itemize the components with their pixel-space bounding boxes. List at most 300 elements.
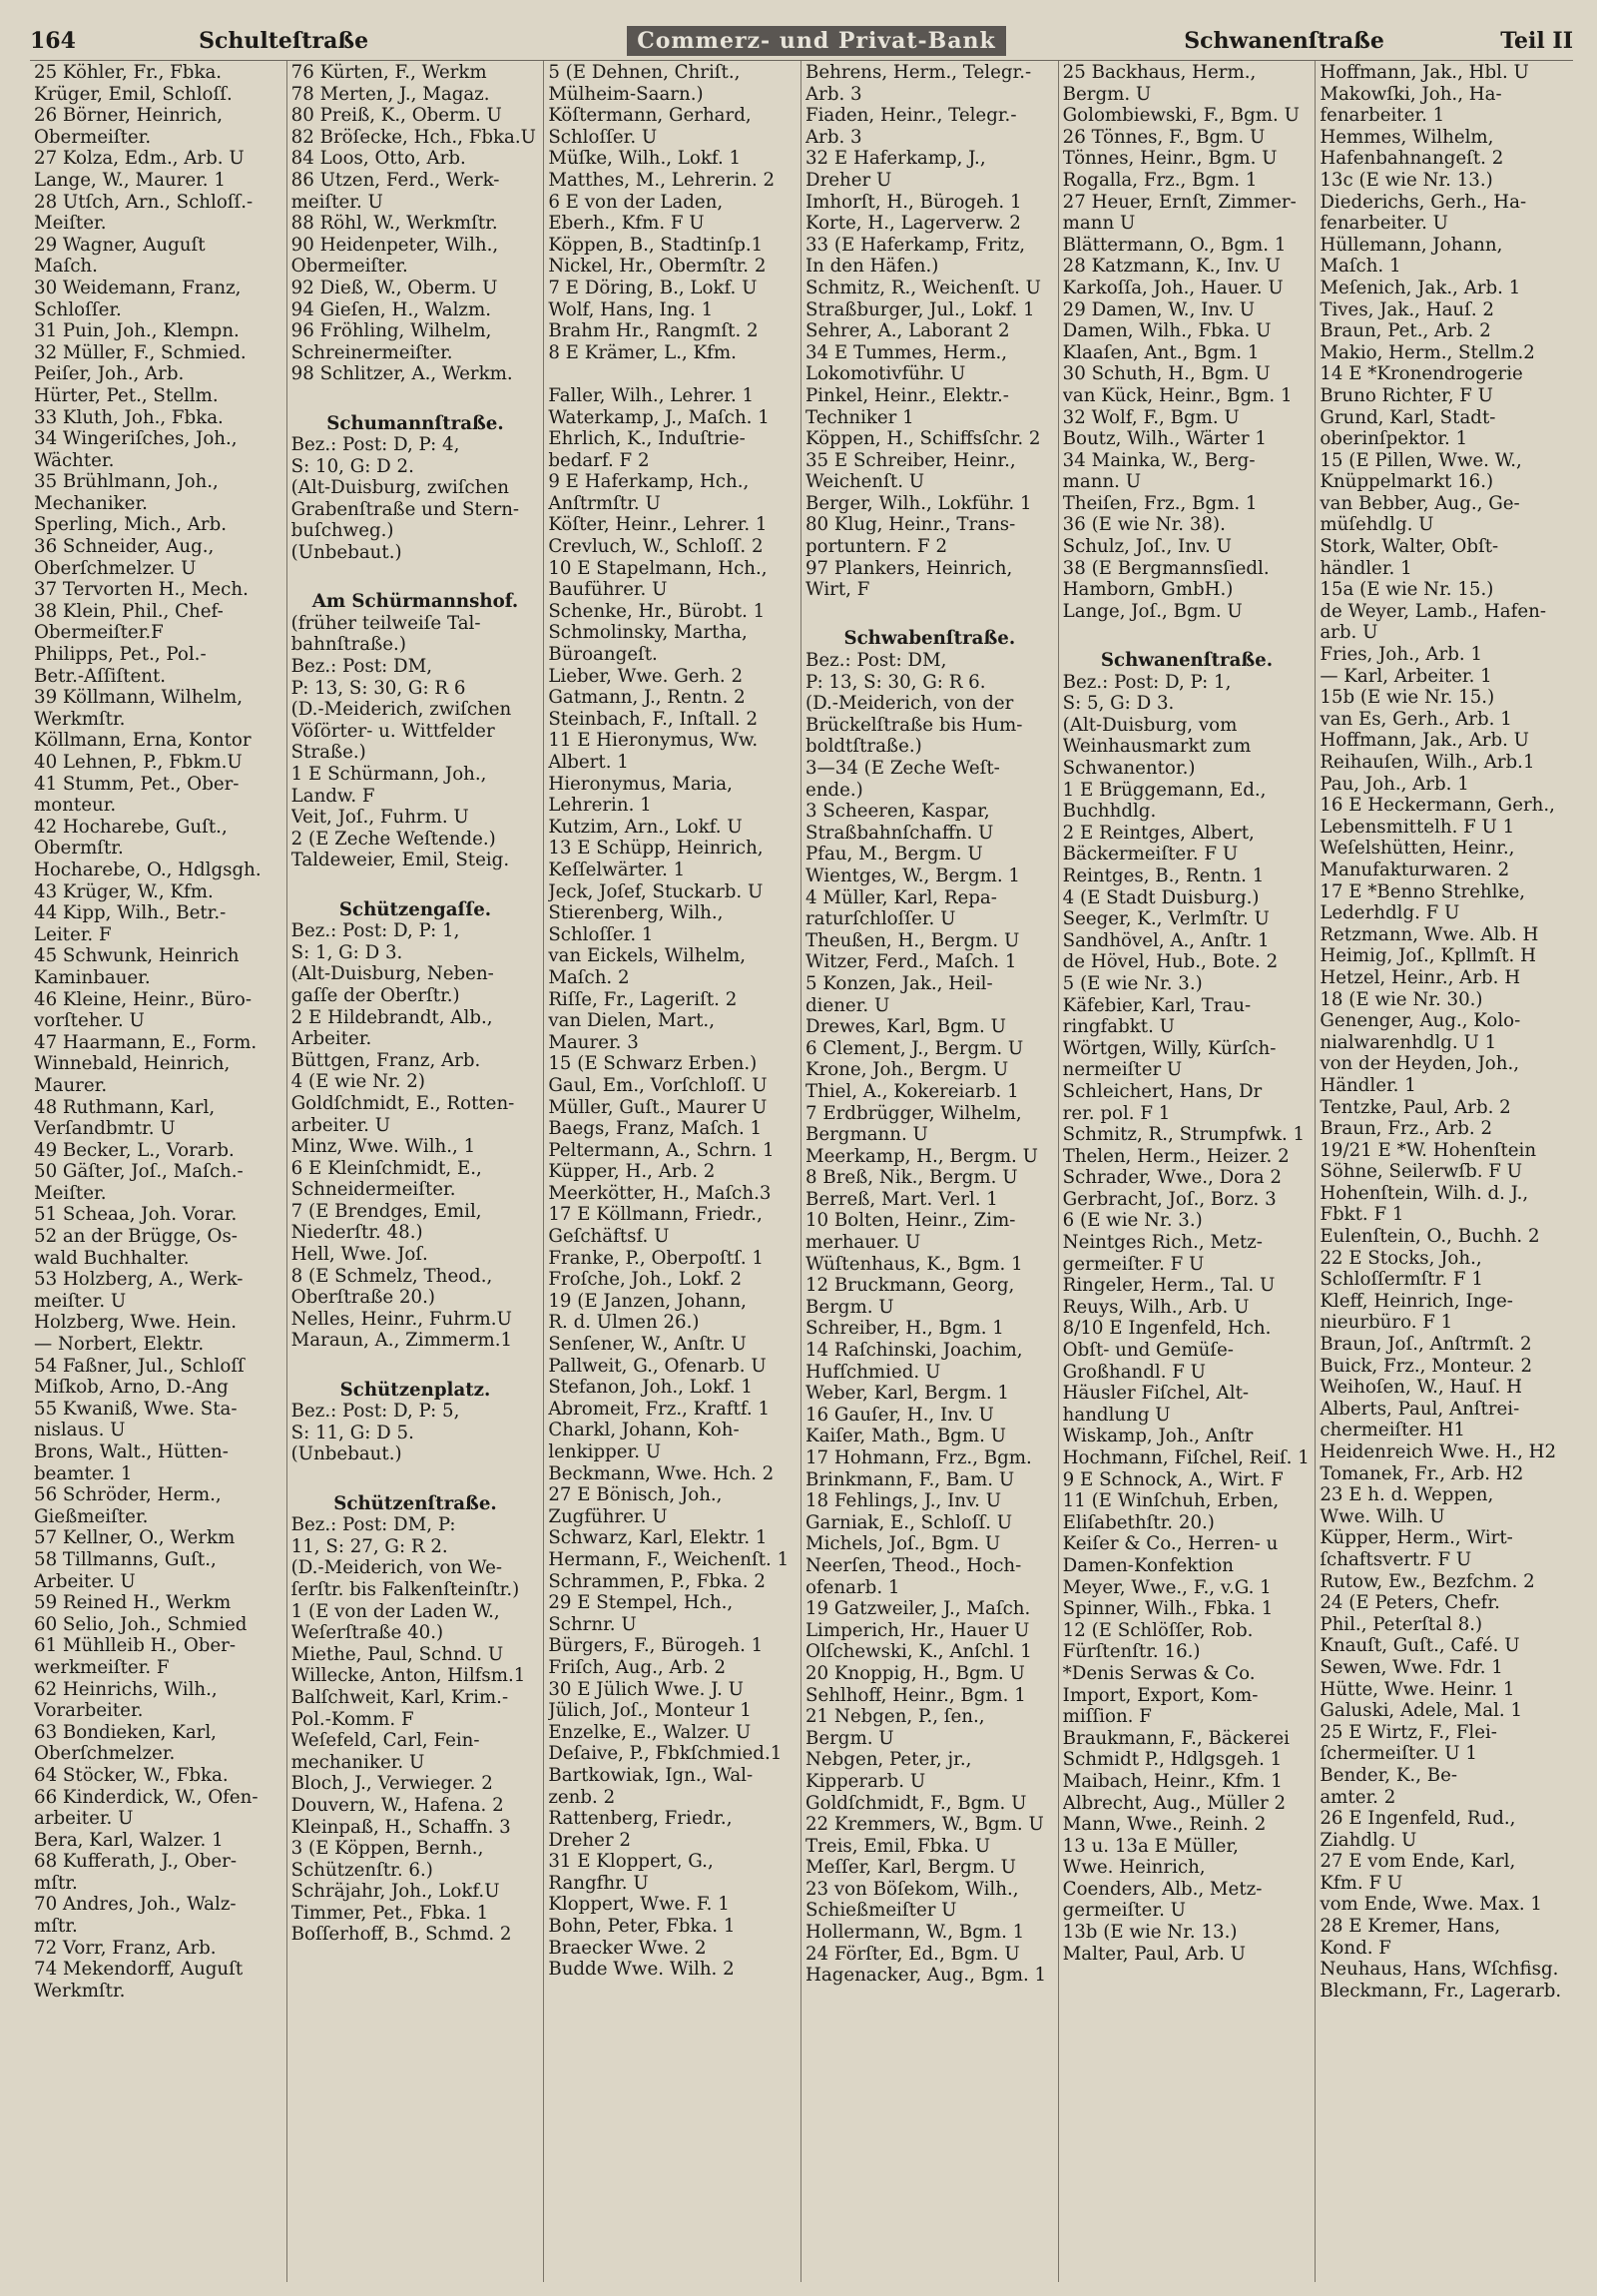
directory-entry-line: 15 (E Pillen, Wwe. W., — [1320, 449, 1522, 471]
directory-entry-line: Schräjahr, Joh., Lokf.U — [290, 1881, 500, 1903]
directory-entry-line: Witzer, Ferd., Maſch. 1 — [804, 951, 1017, 973]
directory-entry-line: merhauer. U — [804, 1232, 921, 1254]
directory-entry-line: Wolf, Hans, Ing. 1 — [548, 298, 714, 320]
directory-entry-line: 70 Andres, Joh., Walz- — [34, 1894, 237, 1916]
directory-entry-line: Stork, Walter, Obſt- — [1320, 536, 1499, 558]
directory-entry-line: Thelen, Herm., Heizer. 2 — [1062, 1145, 1290, 1167]
directory-entry-line: Maurer. 3 — [548, 1031, 639, 1053]
directory-entry-line — [1063, 622, 1312, 644]
directory-entry-line: Schneidermeiſter. — [290, 1179, 456, 1201]
directory-entry-line: 2 E Reintges, Albert, — [1062, 822, 1255, 844]
directory-entry-line: arb. U — [1320, 622, 1378, 644]
directory-entry-line: Hamborn, GmbH.) — [1062, 579, 1234, 601]
directory-entry-line: mann U — [1062, 213, 1136, 235]
bank-banner: Commerz- und Privat-Bank — [627, 26, 1006, 56]
directory-entry-line: 10 Bolten, Heinr., Zim- — [804, 1210, 1016, 1232]
directory-entry-line: diener. U — [804, 994, 890, 1016]
directory-entry-line: Brons, Walt., Hütten- — [34, 1441, 229, 1462]
directory-entry-line: Waterkamp, J., Maſch. 1 — [548, 406, 770, 428]
directory-entry-line: Hermann, F., Weichenſt. 1 — [548, 1548, 790, 1570]
directory-entry-line: 7 E Döring, B., Lokf. U — [548, 277, 758, 298]
directory-entry-line: Braukmann, F., Bäckerei — [1062, 1727, 1290, 1749]
directory-entry-line: 7 (E Brendges, Emil, — [290, 1200, 482, 1222]
directory-entry-line: 17 E *Benno Strehlke, — [1320, 880, 1526, 902]
directory-entry-line: 19/21 E *W. Hohenſtein — [1320, 1139, 1537, 1161]
directory-entry-line: S: 11, G: D 5. — [290, 1422, 414, 1443]
directory-entry-line: Berger, Wilh., Lokführ. 1 — [804, 492, 1032, 514]
directory-entry-line: (Alt-Duisburg, Neben- — [290, 963, 494, 985]
directory-entry-line: 53 Holzberg, A., Werk- — [34, 1269, 244, 1291]
directory-entry-line: Wüſtenhaus, K., Bgm. 1 — [804, 1253, 1023, 1275]
directory-entry-line: Baegs, Franz, Maſch. 1 — [548, 1118, 763, 1140]
directory-entry-line: 15 (E Schwarz Erben.) — [548, 1053, 758, 1075]
directory-entry-line: Obermſtr. — [34, 838, 124, 860]
column-6 — [1316, 61, 1573, 2282]
directory-entry-line: 47 Haarmann, E., Form. — [34, 1031, 258, 1053]
directory-entry-line: Beckmann, Wwe. Hch. 2 — [548, 1462, 775, 1484]
directory-entry-line: 34 Wingeriſches, Joh., — [34, 428, 238, 450]
directory-entry-line: Küpper, Herm., Wirt- — [1320, 1527, 1513, 1549]
directory-entry-line: Franke, P., Oberpoſtſ. 1 — [548, 1247, 764, 1269]
directory-entry-line: 6 (E wie Nr. 3.) — [1062, 1210, 1203, 1232]
directory-entry-line: 62 Heinrichs, Wilh., — [34, 1678, 218, 1700]
directory-entry-line: Imhorſt, H., Bürogeh. 1 — [804, 191, 1022, 213]
directory-entry-line: Hufſchmied. U — [804, 1361, 941, 1383]
directory-entry-line: 7 Erdbrügger, Wilhelm, — [804, 1102, 1022, 1124]
directory-entry-line: Brahm Hr., Rangmſt. 2 — [548, 320, 759, 342]
directory-entry-line: Rattenberg, Friedr., — [548, 1808, 733, 1830]
directory-entry-line: Keiſer & Co., Herren- u — [1062, 1533, 1279, 1555]
directory-entry-line: Manufakturwaren. 2 — [1320, 859, 1510, 880]
directory-entry-line: Schloſſer. U — [548, 126, 658, 148]
directory-entry-line — [805, 601, 1054, 623]
directory-entry-line: amter. 2 — [1320, 1786, 1396, 1808]
directory-entry-line: 13b (E wie Nr. 13.) — [1062, 1922, 1238, 1944]
directory-entry-line: händler. 1 — [1320, 557, 1412, 579]
directory-entry-line: 8 Breß, Nik., Bergm. U — [804, 1167, 1018, 1189]
directory-entry-line: Werkmſtr. — [34, 708, 126, 730]
directory-entry-line: Kloppert, Wwe. F. 1 — [548, 1894, 730, 1916]
directory-entry-line: — Karl, Arbeiter. 1 — [1320, 665, 1492, 687]
directory-entry-line: In den Häfen.) — [804, 256, 939, 278]
page-header — [30, 22, 1573, 60]
directory-entry-line: 34 E Tummes, Herm., — [804, 341, 1008, 363]
directory-entry-line: Senſener, W., Anſtr. U — [548, 1334, 747, 1356]
directory-entry-line: Söhne, Seilerwſb. F U — [1320, 1161, 1523, 1183]
directory-entry-line: Bez.: Post: DM, — [290, 656, 433, 678]
directory-entry-line: Bauführer. U — [548, 579, 668, 601]
directory-entry-line: Schreiber, H., Bgm. 1 — [804, 1318, 1004, 1340]
directory-entry-line: Geſchäftsf. U — [548, 1226, 670, 1248]
directory-entry-line: van Kück, Heinr., Bgm. 1 — [1062, 384, 1293, 406]
directory-entry-line: Philipps, Pet., Pol.- — [34, 644, 207, 666]
directory-entry-line: Werkmſtr. — [34, 1980, 126, 2002]
directory-entry-line: Gaul, Em., Vorſchloſſ. U — [548, 1074, 768, 1096]
directory-entry-line: 4 Müller, Karl, Repa- — [804, 886, 997, 908]
directory-entry-line: Käfebier, Karl, Trau- — [1062, 994, 1252, 1016]
directory-entry-line: 51 Scheaa, Joh. Vorar. — [34, 1204, 238, 1226]
directory-entry-line: 33 Kluth, Joh., Fbka. — [34, 406, 224, 428]
street-heading: Schumannſtraße. — [326, 412, 504, 434]
directory-entry-line: Maſch. 1 — [1320, 256, 1401, 278]
directory-entry-line: Meſſer, Karl, Bergm. U — [804, 1857, 1016, 1879]
directory-entry-line: Klaaſen, Ant., Bgm. 1 — [1062, 341, 1260, 363]
directory-entry-line: 72 Vorr, Franz, Arb. — [34, 1937, 217, 1959]
directory-entry-line: Arb. 3 — [804, 83, 862, 105]
directory-entry-line — [291, 1352, 540, 1374]
directory-entry-line: 25 Backhaus, Herm., — [1062, 62, 1257, 83]
directory-entry-line: Müſke, Wilh., Lokf. 1 — [548, 148, 742, 170]
directory-entry-line: Hetzel, Heinr., Arb. H — [1320, 966, 1521, 988]
directory-entry-line: Balſchweit, Karl, Krim.- — [290, 1686, 509, 1708]
directory-entry-line: von der Heyden, Joh., — [1320, 1053, 1520, 1075]
directory-entry-line: Gatmann, J., Rentn. 2 — [548, 687, 746, 709]
directory-entry-line: 28 E Kremer, Hans, — [1320, 1916, 1501, 1938]
directory-entry-line: 34 Mainka, W., Berg- — [1062, 449, 1256, 471]
directory-entry-line: 54 Faßner, Jul., Schloſſ — [34, 1355, 245, 1377]
directory-entry-line: 57 Kellner, O., Werkm — [34, 1527, 236, 1549]
directory-entry-line: Bez.: Post: D, P: 5, — [290, 1401, 460, 1423]
directory-entry-line: Hoffmann, Jak., Hbl. U — [1320, 62, 1529, 83]
directory-entry-line: Lebensmittelh. F U 1 — [1320, 816, 1515, 838]
directory-entry-line: monteur. — [34, 795, 117, 817]
directory-entry-line: 42 Hocharebe, Guſt., — [34, 816, 228, 838]
directory-entry-line: zenb. 2 — [548, 1786, 616, 1808]
page-number: 164 — [30, 28, 76, 54]
directory-entry-line: Kleff, Heinrich, Inge- — [1320, 1290, 1513, 1312]
directory-entry-line: 13 u. 13a E Müller, — [1062, 1835, 1239, 1857]
directory-entry-line: Schreinermeiſter. — [290, 341, 453, 363]
directory-entry-line: 49 Becker, L., Vorarb. — [34, 1139, 235, 1161]
directory-entry-line: Ehrlich, K., Induſtrie- — [548, 428, 746, 450]
directory-entry-line: Spinner, Wilh., Fbka. 1 — [1062, 1598, 1274, 1620]
directory-entry-line: Bohn, Peter, Fbka. 1 — [548, 1916, 736, 1938]
directory-entry-line: raturſchloſſer. U — [804, 908, 956, 930]
directory-entry-line: Eliſabethſtr. 20.) — [1062, 1511, 1215, 1533]
directory-entry-line: 80 Klug, Heinr., Trans- — [804, 514, 1016, 536]
directory-entry-line: 11 E Hieronymus, Ww. — [548, 730, 759, 752]
directory-entry-line: Mülheim-Saarn.) — [548, 83, 704, 105]
directory-entry-line: (Unbebaut.) — [290, 542, 402, 564]
directory-entry-line: Weinhausmarkt zum — [1062, 736, 1252, 758]
directory-entry-line: Ziahdlg. U — [1320, 1829, 1417, 1851]
directory-entry-line — [548, 363, 797, 385]
directory-entry-line: bedarf. F 2 — [548, 449, 650, 471]
directory-entry-line: Michels, Joſ., Bgm. U — [804, 1533, 1001, 1555]
directory-entry-line: Büroangeſt. — [548, 644, 658, 666]
directory-entry-line: Holzberg, Wwe. Hein. — [34, 1312, 238, 1334]
directory-entry-line: Hütte, Wwe. Heinr. 1 — [1320, 1678, 1515, 1700]
directory-entry-line: nieurbüro. F 1 — [1320, 1312, 1453, 1334]
directory-entry-line: Köſter, Heinr., Lehrer. 1 — [548, 514, 768, 536]
directory-entry-line: Obermeiſter.F — [34, 622, 164, 644]
directory-entry-line: Eulenſtein, O., Buchh. 2 — [1320, 1226, 1540, 1248]
directory-entry-line: Meyer, Wwe., F., v.G. 1 — [1062, 1576, 1272, 1598]
directory-entry-line: Bürgers, F., Bürogeh. 1 — [548, 1635, 764, 1657]
directory-entry-line: vom Ende, Wwe. Max. 1 — [1320, 1894, 1542, 1916]
directory-entry-line: Maſch. — [34, 256, 98, 278]
street-heading: Schützenplatz. — [339, 1379, 491, 1401]
directory-entry-line: Hollermann, W., Bgm. 1 — [804, 1922, 1025, 1944]
directory-entry-line: Import, Export, Kom- — [1062, 1684, 1259, 1706]
directory-entry-line: Küpper, H., Arb. 2 — [548, 1161, 716, 1183]
directory-entry-line: Oberſchmelzer. — [34, 1743, 176, 1765]
directory-entry-line: Obermeiſter. — [290, 256, 408, 278]
directory-entry-line: gaſſe der Oberſtr.) — [290, 984, 460, 1006]
directory-entry-line: Hagenacker, Aug., Bgm. 1 — [804, 1965, 1047, 1987]
directory-entry-line: — Norbert, Elektr. — [34, 1334, 205, 1356]
directory-entry-line: 11 (E Winſchuh, Erben, — [1062, 1490, 1280, 1512]
directory-entry-line: Theußen, H., Bergm. U — [804, 929, 1020, 951]
directory-entry-line: germeiſter. F U — [1062, 1253, 1205, 1275]
directory-entry-line: Veit, Joſ., Fuhrm. U — [290, 807, 469, 829]
directory-entry-line: Enzelke, E., Walzer. U — [548, 1721, 752, 1743]
directory-entry-line: Schmitz, R., Strumpfwk. 1 — [1062, 1124, 1306, 1146]
directory-entry-line: Fiaden, Heinr., Telegr.- — [804, 105, 1017, 127]
directory-entry-line: arbeiter. U — [290, 1114, 391, 1136]
directory-entry-line — [291, 564, 540, 586]
directory-entry-line: ſchermeiſter. U 1 — [1320, 1743, 1477, 1765]
column-1 — [30, 61, 287, 2282]
directory-entry-line: P: 13, S: 30, G: R 6 — [290, 677, 466, 699]
directory-entry-line: 3—34 (E Zeche Weſt- — [804, 758, 1000, 779]
directory-entry-line: 29 Damen, W., Inv. U — [1062, 298, 1256, 320]
street-heading: Schwanenſtraße. — [1100, 650, 1274, 672]
directory-entry-line: Schmolinsky, Martha, — [548, 622, 748, 644]
directory-entry-line: 30 E Jülich Wwe. J. U — [548, 1678, 744, 1700]
directory-entry-line: Schrammen, P., Fbka. 2 — [548, 1570, 766, 1592]
directory-entry-line: ſchaftsvertr. F U — [1320, 1548, 1472, 1570]
directory-entry-line: Maraun, A., Zimmerm.1 — [290, 1330, 513, 1352]
directory-entry-line: Dreher 2 — [548, 1829, 631, 1851]
directory-entry-line: meiſter. U — [290, 191, 383, 213]
directory-entry-line: Reintges, B., Rentn. 1 — [1062, 864, 1265, 886]
directory-entry-line: Jeck, Joſef, Stuckarb. U — [548, 880, 764, 902]
directory-entry-line: Garniak, E., Schloſſ. U — [804, 1511, 1013, 1533]
directory-entry-line: Nickel, Hr., Obermſtr. 2 — [548, 256, 767, 278]
directory-entry-line: chermeiſter. H1 — [1320, 1420, 1466, 1441]
directory-entry-line: Rogalla, Frz., Bgm. 1 — [1062, 169, 1258, 191]
directory-entry-line: buſchweg.) — [290, 520, 394, 542]
directory-entry-line: 9 E Schnock, A., Wirt. F — [1062, 1468, 1284, 1490]
directory-entry-line: meiſter. U — [34, 1290, 127, 1312]
right-street-heading: Schwanenſtraße — [1184, 28, 1384, 54]
directory-entry-line: Verſandbmtr. U — [34, 1118, 176, 1140]
part-label: Teil II — [1500, 28, 1573, 54]
directory-entry-line: 16 E Heckermann, Gerh., — [1320, 795, 1555, 817]
directory-entry-line: 24 Förſter, Ed., Bgm. U — [804, 1943, 1020, 1965]
directory-entry-line: Buick, Frz., Monteur. 2 — [1320, 1355, 1533, 1377]
directory-entry-line: Schwanentor.) — [1062, 758, 1196, 779]
directory-entry-line: Bender, K., Be- — [1320, 1764, 1458, 1786]
directory-entry-line: Peltermann, A., Schrn. 1 — [548, 1139, 775, 1161]
directory-entry-line: Kond. F — [1320, 1937, 1391, 1959]
directory-entry-line: 18 (E wie Nr. 30.) — [1320, 988, 1483, 1010]
directory-entry-line: 20 Knoppig, H., Bgm. U — [804, 1662, 1025, 1684]
directory-entry-line: 68 Kufferath, J., Ober- — [34, 1851, 238, 1873]
directory-entry-line: Hocharebe, O., Hdlgsgh. — [34, 859, 262, 880]
directory-entry-line: Lange, Joſ., Bgm. U — [1062, 600, 1243, 622]
directory-entry-line: Fbkt. F 1 — [1320, 1204, 1404, 1226]
directory-entry-line: Oberſtraße 20.) — [290, 1287, 435, 1309]
street-heading: Schützenſtraße. — [333, 1492, 497, 1514]
directory-entry-line: Sperling, Mich., Arb. — [34, 514, 228, 536]
directory-entry-line: Seeger, K., Verlmſtr. U — [1062, 908, 1270, 930]
directory-entry-line: Bez.: Post: DM, — [804, 650, 947, 672]
directory-entry-line: de Weyer, Lamb., Hafen- — [1320, 600, 1546, 622]
directory-entry-line: miſſion. F — [1062, 1706, 1152, 1728]
directory-entry-line: Stefanon, Joh., Lokf. 1 — [548, 1377, 753, 1399]
directory-entry-line: Eberh., Kfm. F U — [548, 213, 705, 235]
directory-entry-line — [291, 871, 540, 893]
directory-entry-line: Behrens, Herm., Telegr.- — [804, 62, 1032, 83]
directory-entry-line: 3 Scheeren, Kaspar, — [804, 801, 990, 823]
directory-entry-line: Kaiſer, Math., Bgm. U — [804, 1426, 1006, 1447]
directory-entry-line: 97 Plankers, Heinrich, — [804, 557, 1013, 579]
directory-entry-line: 98 Schlitzer, A., Werkm. — [290, 363, 513, 385]
directory-entry-line: Phil., Peterſtal 8.) — [1320, 1613, 1483, 1635]
directory-entry-line: Schloſſer. — [34, 298, 122, 320]
directory-entry-line: ende.) — [804, 779, 863, 801]
directory-entry-line: mſtr. — [34, 1872, 78, 1894]
directory-entry-line: Bruno Richter, F U — [1320, 384, 1494, 406]
directory-entry-line: bahnſtraße.) — [290, 634, 406, 656]
directory-entry-line: Weichenſt. U — [804, 471, 925, 493]
directory-entry-line: Hafenbahnangeſt. 2 — [1320, 148, 1504, 170]
directory-entry-line: Buchhdlg. — [1062, 801, 1157, 823]
directory-entry-line: 60 Selio, Joh., Schmied — [34, 1613, 248, 1635]
directory-entry-line — [291, 1465, 540, 1487]
directory-entry-line: S: 10, G: D 2. — [290, 455, 414, 477]
directory-entry-line: 23 E h. d. Weppen, — [1320, 1484, 1494, 1506]
directory-entry-line: Makio, Herm., Stellm.2 — [1320, 341, 1535, 363]
directory-entry-line: Sehlhoff, Heinr., Bgm. 1 — [804, 1684, 1026, 1706]
directory-entry-line: mann. U — [1062, 471, 1142, 493]
directory-entry-line: 16 Gauſer, H., Inv. U — [804, 1404, 994, 1426]
directory-entry-line: Tentzke, Paul, Arb. 2 — [1320, 1096, 1511, 1118]
directory-entry-line: 28 Utſch, Arn., Schloſſ.- — [34, 191, 254, 213]
directory-entry-line: Schießmeiſter U — [804, 1900, 957, 1922]
directory-entry-line: Rutow, Ew., Bezfchm. 2 — [1320, 1570, 1535, 1592]
directory-entry-line: Meſenich, Jak., Arb. 1 — [1320, 277, 1521, 298]
directory-entry-line: Crevluch, W., Schloſſ. 2 — [548, 536, 764, 558]
directory-entry-line: 15a (E wie Nr. 15.) — [1320, 579, 1494, 601]
directory-entry-line: Hemmes, Wilhelm, — [1320, 126, 1494, 148]
directory-entry-line: Sewen, Wwe. Fdr. 1 — [1320, 1656, 1503, 1678]
directory-entry-line: 25 Köhler, Fr., Fbka. — [34, 62, 223, 83]
directory-entry-line: Hell, Wwe. Joſ. — [290, 1244, 428, 1266]
directory-entry-line: Albert. 1 — [548, 752, 629, 773]
directory-entry-line: Pfau, M., Bergm. U — [804, 844, 983, 865]
directory-entry-line: 12 (E Schlöſſer, Rob. — [1062, 1619, 1254, 1641]
directory-entry-line: P: 13, S: 30, G: R 6. — [804, 671, 986, 693]
directory-entry-line: Wiskamp, Joh., Anſtr — [1062, 1426, 1254, 1447]
directory-entry-line: Thiel, A., Kokereiarb. 1 — [804, 1080, 1019, 1102]
directory-entry-line: Hüllemann, Johann, — [1320, 234, 1503, 256]
directory-entry-line: Brückelſtraße bis Hum- — [804, 714, 1023, 736]
directory-entry-line: Miſkob, Arno, D.-Ang — [34, 1377, 229, 1399]
directory-entry-line: Albrecht, Aug., Müller 2 — [1062, 1792, 1287, 1814]
directory-entry-line: 27 Kolza, Edm., Arb. U — [34, 148, 245, 170]
directory-entry-line: 27 E Bönisch, Joh., — [548, 1484, 723, 1506]
directory-entry-line: 13c (E wie Nr. 13.) — [1320, 169, 1493, 191]
directory-entry-line: 74 Mekendorff, Auguſt — [34, 1959, 244, 1981]
directory-entry-line: Weſefeld, Carl, Fein- — [290, 1730, 480, 1752]
directory-entry-line: Brinkmann, F., Bam. U — [804, 1468, 1015, 1490]
directory-entry-line: Landw. F — [290, 785, 375, 807]
directory-entry-line: 27 Heuer, Ernſt, Zimmer- — [1062, 191, 1297, 213]
directory-entry-line: Goldſchmidt, E., Rotten- — [290, 1092, 515, 1114]
directory-entry-line: Gießmeiſter. — [34, 1505, 149, 1527]
directory-entry-line: Krone, Joh., Bergm. U — [804, 1059, 1009, 1081]
directory-entry-line: Kleinpaß, H., Schaffn. 3 — [290, 1816, 511, 1838]
directory-entry-line: 48 Ruthmann, Karl, — [34, 1096, 216, 1118]
directory-entry-line: Meiſter. — [34, 1182, 107, 1204]
directory-entry-line: fenarbeiter. U — [1320, 213, 1448, 235]
directory-entry-line: Oberſchmelzer. U — [34, 557, 197, 579]
directory-entry-line: Kfm. F U — [1320, 1872, 1403, 1894]
directory-entry-line: 6 Clement, J., Bergm. U — [804, 1037, 1024, 1059]
directory-entry-line: R. d. Ulmen 26.) — [548, 1312, 700, 1334]
directory-entry-line: 29 E Stempel, Hch., — [548, 1592, 734, 1614]
directory-entry-line: 23 von Böſekom, Wilh., — [804, 1878, 1019, 1900]
directory-entry-line: Bloch, J., Verwieger. 2 — [290, 1773, 493, 1795]
directory-entry-line: Obermeiſter. — [34, 126, 152, 148]
directory-entry-line: 9 E Haferkamp, Hch., — [548, 471, 750, 493]
directory-entry-line: Knauſt, Guſt., Café. U — [1320, 1635, 1520, 1657]
directory-entry-line: Golombiewski, F., Bgm. U — [1062, 105, 1300, 127]
directory-entry-line: Fürſtenſtr. 16.) — [1062, 1641, 1201, 1663]
directory-entry-line: 35 Brühlmann, Joh., — [34, 471, 219, 493]
directory-entry-line: Weſerſtraße 40.) — [290, 1622, 444, 1644]
directory-entry-line: 29 Wagner, Auguſt — [34, 234, 206, 256]
directory-entry-line: Kaminbauer. — [34, 966, 151, 988]
directory-entry-line: Schmidt P., Hdlgsgeh. 1 — [1062, 1749, 1283, 1771]
directory-entry-line: 24 (E Peters, Chefr. — [1320, 1592, 1500, 1614]
directory-entry-line: 1 (E von der Laden W., — [290, 1600, 500, 1622]
directory-entry-line: Schwarz, Karl, Elektr. 1 — [548, 1527, 768, 1549]
directory-entry-line: Budde Wwe. Wilh. 2 — [548, 1959, 735, 1981]
directory-entry-line: Retzmann, Wwe. Alb. H — [1320, 923, 1539, 945]
directory-entry-line: mechaniker. U — [290, 1751, 425, 1773]
directory-entry-line: (D.-Meiderich, zwiſchen — [290, 699, 512, 721]
directory-entry-line: Bez.: Post: D, P: 1, — [1062, 671, 1232, 693]
directory-entry-line: Arb. 3 — [804, 126, 862, 148]
directory-entry-line: Braun, Frz., Arb. 2 — [1320, 1118, 1493, 1140]
directory-entry-line: van Bebber, Aug., Ge- — [1320, 492, 1520, 514]
directory-entry-line: 8 E Krämer, L., Kfm. — [548, 341, 737, 363]
directory-entry-line: 56 Schröder, Herm., — [34, 1484, 222, 1506]
directory-entry-line: (D.-Meiderich, von der — [804, 693, 1014, 715]
directory-entry-line: Malter, Paul, Arb. U — [1062, 1943, 1246, 1965]
directory-entry-line: Schützenſtr. 6.) — [290, 1859, 433, 1881]
directory-entry-line: Bäckermeiſter. F U — [1062, 844, 1239, 865]
directory-entry-line: Pinkel, Heinr., Elektr.- — [804, 384, 1009, 406]
directory-entry-line: Pallweit, G., Ofenarb. U — [548, 1355, 767, 1377]
directory-entry-line: Arbeiter. — [290, 1028, 372, 1050]
directory-entry-line: Schenke, Hr., Bürobt. 1 — [548, 600, 766, 622]
directory-entry-line: ringfabkt. U — [1062, 1016, 1175, 1038]
directory-entry-line: Müller, Guſt., Maurer U — [548, 1096, 768, 1118]
directory-entry-line: Pol.-Komm. F — [290, 1708, 414, 1730]
directory-entry-line: Braun, Pet., Arb. 2 — [1320, 320, 1491, 342]
directory-entry-line: Winnebald, Heinrich, — [34, 1053, 231, 1075]
directory-entry-line: 50 Gäſter, Joſ., Maſch.- — [34, 1161, 244, 1183]
directory-entry-line: 36 (E wie Nr. 38). — [1062, 514, 1226, 536]
directory-entry-line: (Unbebaut.) — [290, 1443, 402, 1465]
directory-entry-line: Weſelshütten, Heinr., — [1320, 838, 1515, 860]
directory-entry-line: Boutz, Wilh., Wärter 1 — [1062, 428, 1267, 450]
